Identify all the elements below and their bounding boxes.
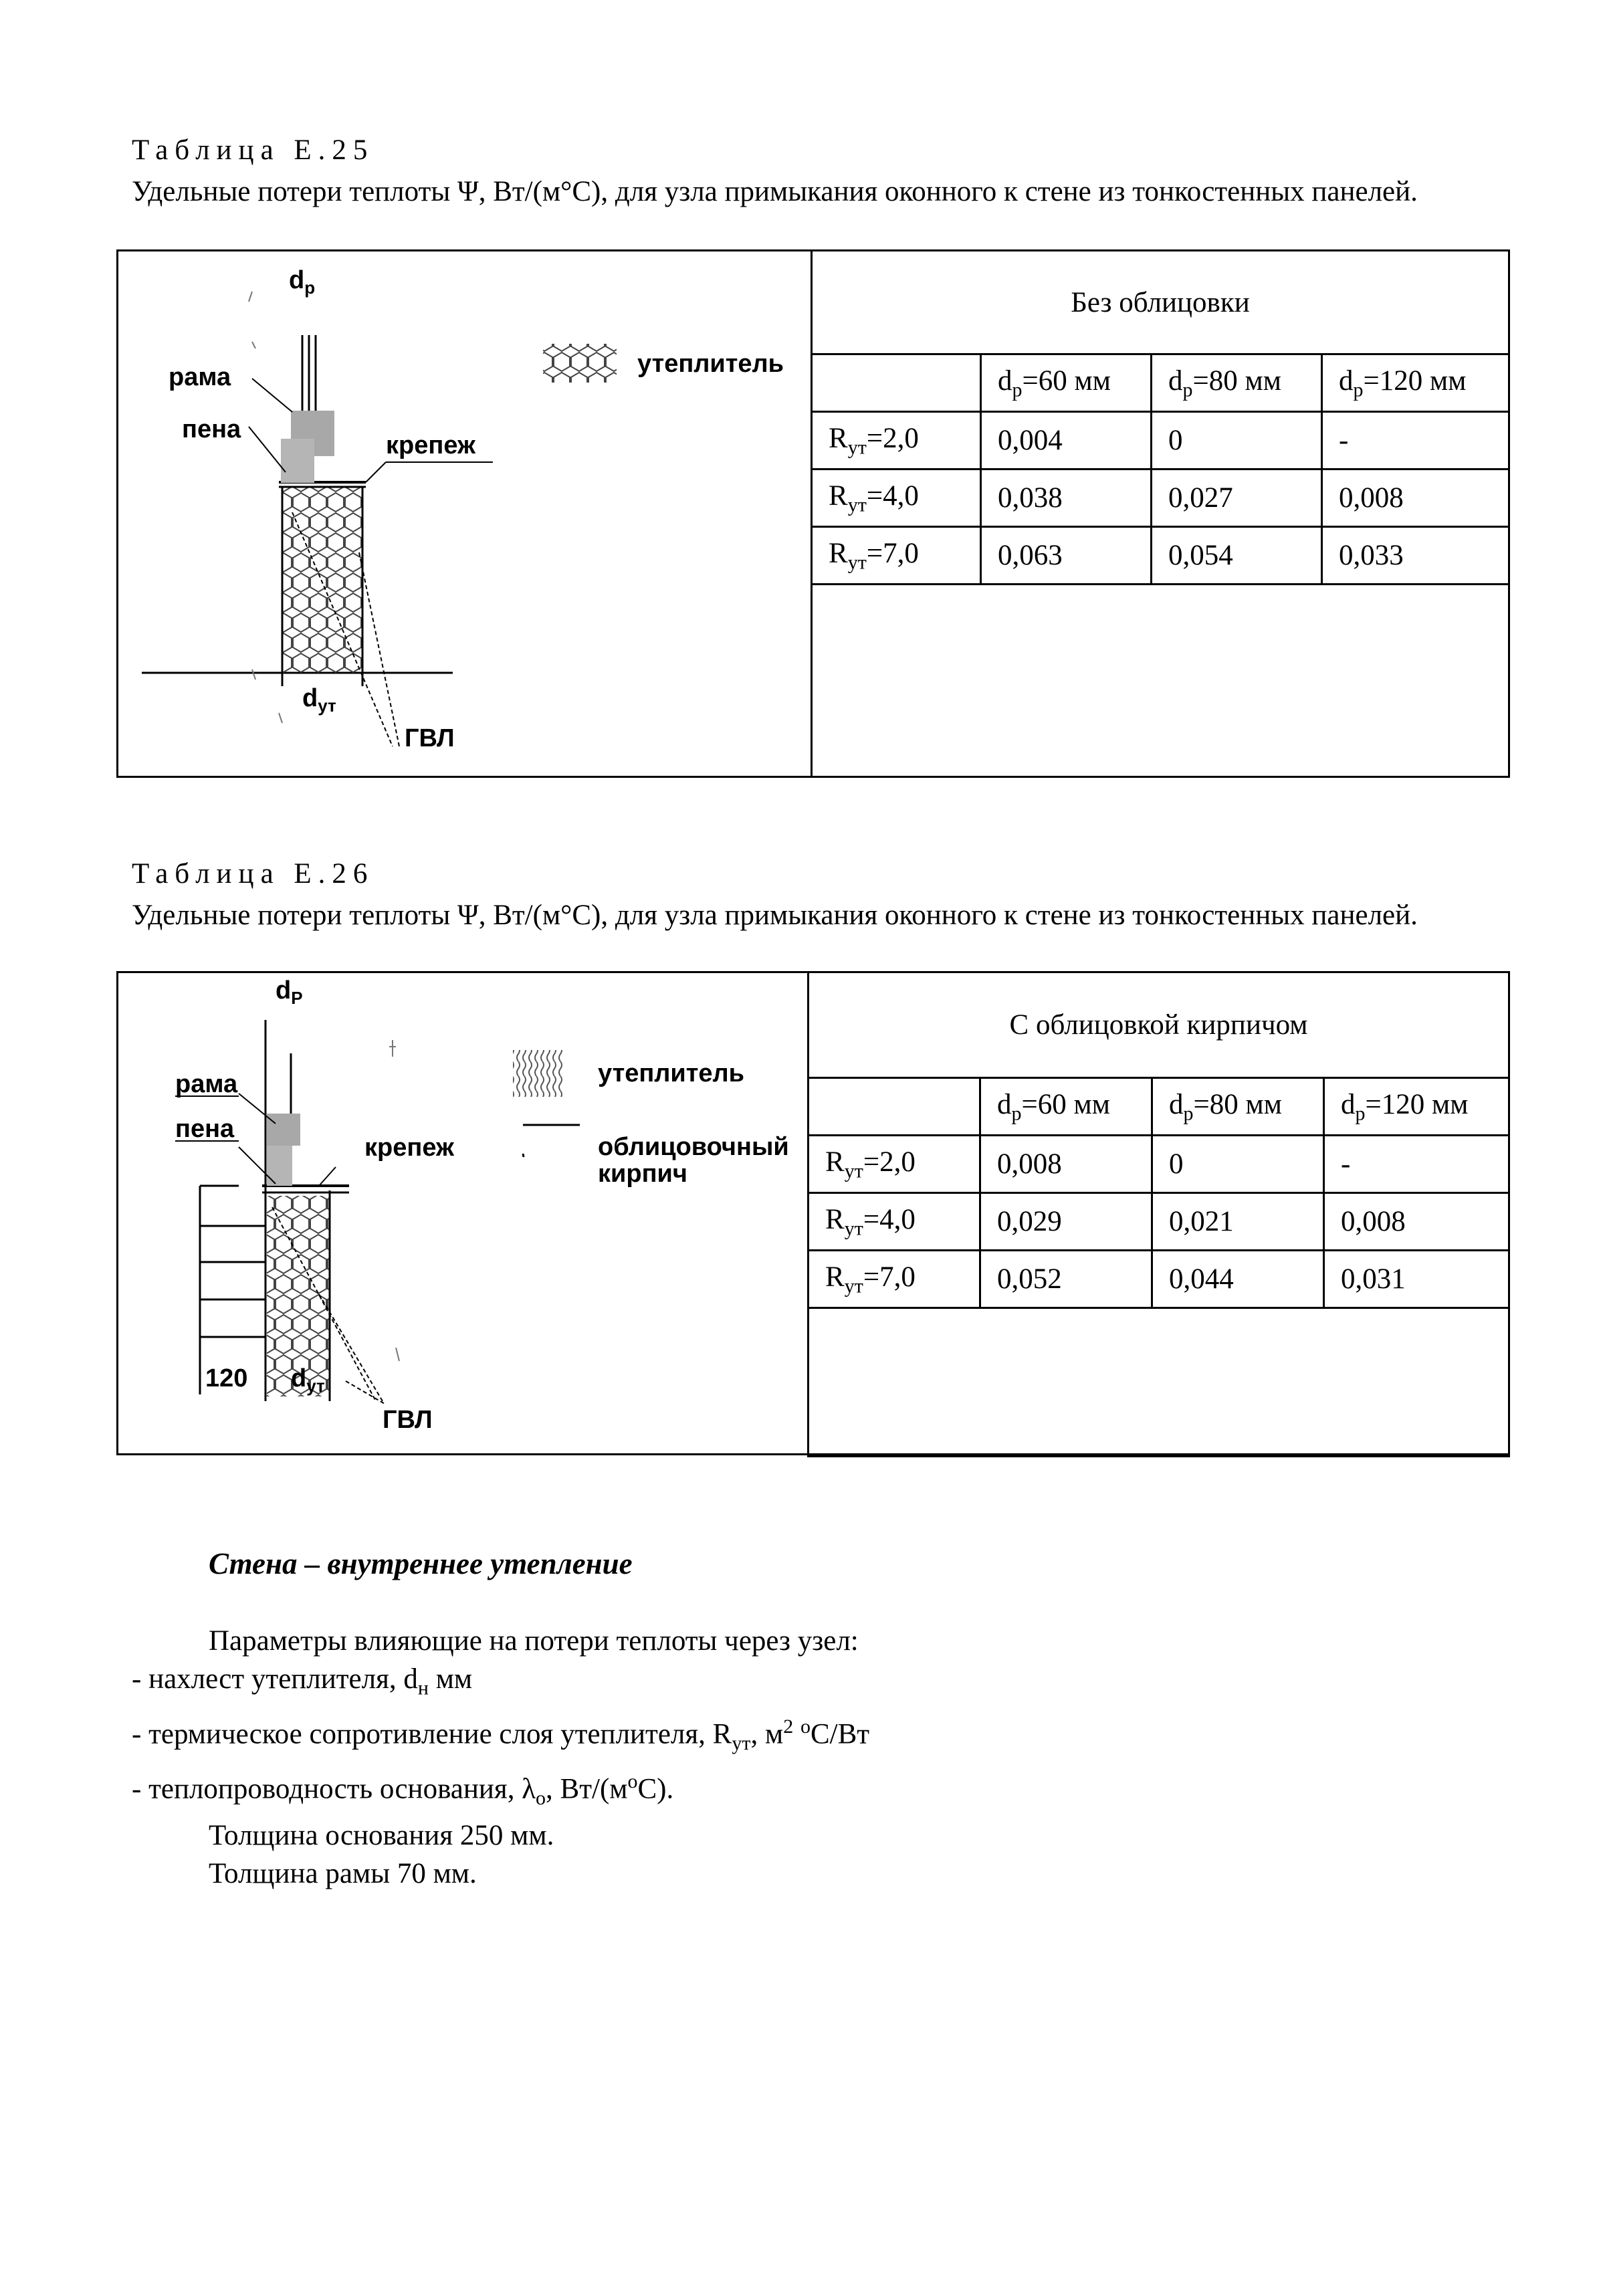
table-e26-caption-label: Таблица Е.26 <box>132 858 374 890</box>
table-cell: 0,052 <box>980 1251 1152 1308</box>
table-cell: - <box>1324 1136 1509 1193</box>
table-cell: 0 <box>1152 1136 1324 1193</box>
table-row <box>809 1136 1509 1193</box>
row-label: $R_{ут}=7,0$ <box>812 527 981 585</box>
fig26-dp-label: $d_Р$ <box>276 976 303 1008</box>
table-e25-caption-label: Таблица Е.25 <box>132 134 374 166</box>
fig25-frame-label: рама <box>169 363 231 391</box>
table-e25-group-header: Без облицовки <box>812 251 1509 354</box>
table-cell: 0,008 <box>1324 1193 1509 1251</box>
table-cell: 0,008 <box>1322 469 1509 527</box>
section-item-conductivity: - теплопроводность основания, $\lambda_о$, $Вт/(м^оС)$. <box>132 1770 674 1809</box>
fig25-foam-label: пена <box>182 415 241 443</box>
table-e26-figure <box>118 973 807 1453</box>
table-cell: 0,027 <box>1152 469 1322 527</box>
fig26-gvl-label: ГВЛ <box>383 1406 433 1434</box>
fig26-insulation-label: утеплитель <box>598 1059 745 1087</box>
table-e25-caption-text: Удельные потери теплоты Ψ, Вт/(м°С), для узла примыкания оконного к стене из тонкостенных панелей. <box>132 176 1418 207</box>
section-line-base-thickness: Толщина основания 250 мм. <box>209 1820 554 1852</box>
table-e26-col-header: $d_р=60$ мм <box>980 1078 1152 1136</box>
table-e25-col-header: $d_р=60$ мм <box>981 354 1152 412</box>
fig26-dim-120-label: 120 <box>205 1364 248 1392</box>
section-line-frame-thickness: Толщина рамы 70 мм. <box>209 1858 477 1890</box>
table-e25-col-header: $d_р=120$ мм <box>1322 354 1509 412</box>
section-item-resistance: - термическое сопротивление слоя утеплителя, $R_{ут}$, $м^2$ $^о$С/Вт <box>132 1715 870 1754</box>
table-cell: 0,031 <box>1324 1251 1509 1308</box>
table-e25 <box>811 249 1510 778</box>
table-e26 <box>807 971 1510 1457</box>
table-cell: 0,004 <box>981 412 1152 469</box>
table-cell: 0,044 <box>1152 1251 1324 1308</box>
fig26-brick-label-line2: кирпич <box>598 1160 687 1188</box>
table-cell: 0,063 <box>981 527 1152 585</box>
fig26-brick-label-line1: облицовочный <box>598 1133 789 1161</box>
table-e26-col-header: $d_р=120$ мм <box>1324 1078 1509 1136</box>
table-cell: 0,038 <box>981 469 1152 527</box>
table-e26-empty-cell <box>809 1308 1509 1457</box>
table-e26-corner <box>809 1078 980 1136</box>
fig26-frame-label: рама <box>175 1070 238 1098</box>
section-title: Стена – внутреннее утепление <box>209 1547 633 1580</box>
table-cell: - <box>1322 412 1509 469</box>
section-body <box>132 1622 1509 1893</box>
fig25-insulation-label: утеплитель <box>637 350 784 378</box>
row-label: $R_{ут}=4,0$ <box>812 469 981 527</box>
fig25-fastener-label: крепеж <box>386 431 475 459</box>
row-label: $R_{ут}=2,0$ <box>812 412 981 469</box>
fig25-dut-label: $d_{ут}$ <box>302 684 336 716</box>
table-e26-caption-text: Удельные потери теплоты Ψ, Вт/(м°С), для узла примыкания оконного к стене из тонкостенных панелей. <box>132 900 1418 931</box>
section-intro: Параметры влияющие на потери теплоты через узел: <box>209 1625 859 1657</box>
row-label: $R_{ут}=4,0$ <box>809 1193 980 1251</box>
table-cell: 0,008 <box>980 1136 1152 1193</box>
fig26-fastener-label: крепеж <box>364 1134 454 1162</box>
row-label: $R_{ут}=7,0$ <box>809 1251 980 1308</box>
table-cell: 0 <box>1152 412 1322 469</box>
table-row <box>812 469 1509 527</box>
row-label: $R_{ут}=2,0$ <box>809 1136 980 1193</box>
table-row <box>812 412 1509 469</box>
fig25-dp-label: $d_р$ <box>289 266 316 298</box>
table-cell: 0,029 <box>980 1193 1152 1251</box>
table-cell: 0,033 <box>1322 527 1509 585</box>
table-row <box>809 1193 1509 1251</box>
table-row <box>809 1251 1509 1308</box>
table-cell: 0,021 <box>1152 1193 1324 1251</box>
fig25-gvl-label: ГВЛ <box>405 724 455 752</box>
fig26-dut-label: $d_{ут}$ <box>291 1364 325 1396</box>
table-e26-col-header: $d_р=80$ мм <box>1152 1078 1324 1136</box>
table-e25-col-header: $d_р=80$ мм <box>1152 354 1322 412</box>
table-e26-group-header: С облицовкой кирпичом <box>809 972 1509 1078</box>
table-e25-corner <box>812 354 981 412</box>
table-e25-figure <box>118 251 811 776</box>
section-item-overlap: - нахлест утеплителя, $d_н$ мм <box>132 1663 473 1699</box>
table-e25-empty-cell <box>812 585 1509 777</box>
table-row <box>812 527 1509 585</box>
fig26-foam-label: пена <box>175 1115 235 1143</box>
table-cell: 0,054 <box>1152 527 1322 585</box>
